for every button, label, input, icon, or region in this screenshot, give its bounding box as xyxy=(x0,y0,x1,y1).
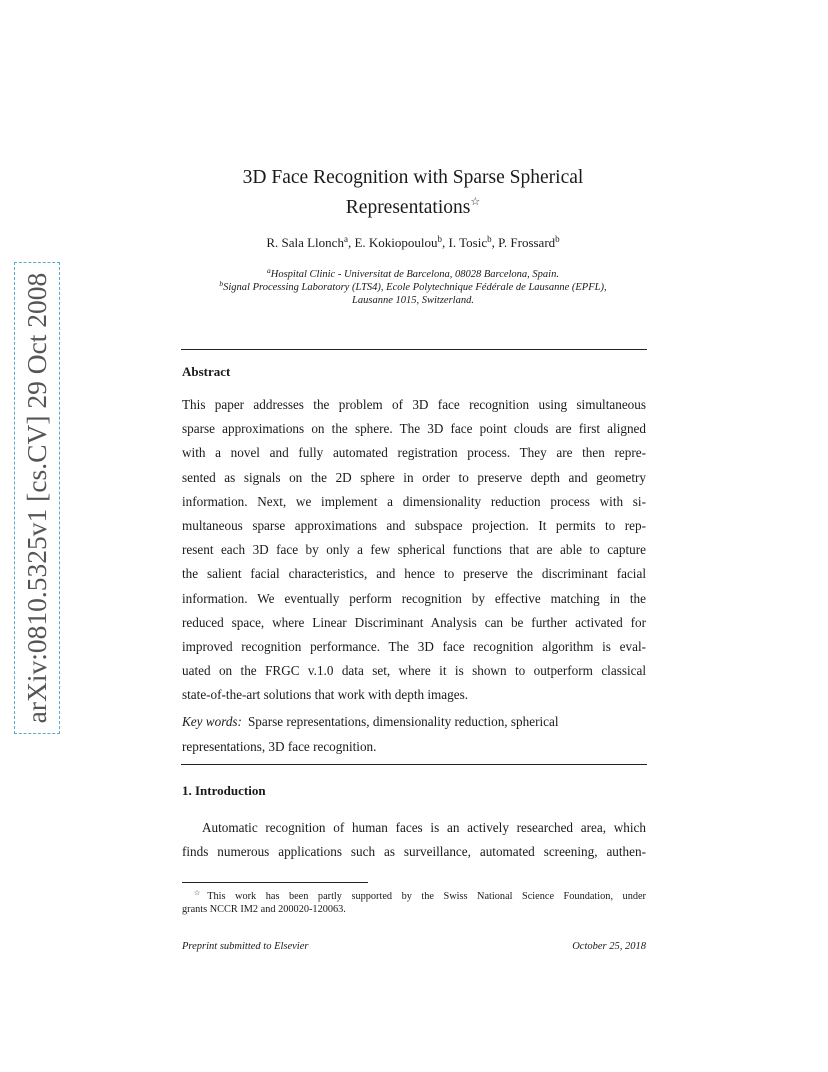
author-name: P. Frossard xyxy=(498,235,556,250)
title-footnote-mark[interactable]: ☆ xyxy=(470,196,481,208)
abstract-text xyxy=(182,393,646,707)
author-list xyxy=(180,234,646,251)
author-separator: , xyxy=(442,235,449,250)
abstract-line: improved recognition performance. The 3D face recognition algorithm is eval- xyxy=(182,638,646,654)
keywords-line-1: Sparse representations, dimensionality reduction, spherical xyxy=(247,714,559,729)
footnote-line-1 xyxy=(182,887,646,903)
arxiv-stamp xyxy=(14,262,60,734)
intro-line: Automatic recognition of human faces is an actively researched area, which xyxy=(202,820,646,835)
abstract-line: sented as signals on the 2D sphere in order to preserve depth and geometry xyxy=(182,469,646,485)
affiliation-b-text: Signal Processing Laboratory (LTS4), Ecole Polytechnique Fédérale de Lausanne (EPFL), xyxy=(223,282,607,293)
section-heading-introduction: 1. Introduction xyxy=(182,783,266,798)
affiliation-b xyxy=(170,277,656,307)
abstract-line: the salient facial characteristics, and hence to preserve the discriminant facial xyxy=(182,566,646,582)
footnote-line-2: grants NCCR IM2 and 200020-120063. xyxy=(182,904,346,915)
arxiv-identifier[interactable]: arXiv:0810.5325v1 [cs.CV] 29 Oct 2008 xyxy=(21,272,52,724)
preprint-note: Preprint submitted to Elsevier xyxy=(182,941,309,952)
title-line-1: 3D Face Recognition with Sparse Spherical xyxy=(242,167,584,188)
footnote-mark: ☆ xyxy=(194,889,208,897)
abstract-heading: Abstract xyxy=(182,364,231,379)
abstract-line: with a novel and fully automated registration process. They are then repre- xyxy=(182,445,646,461)
abstract-bottom-rule xyxy=(181,764,647,765)
abstract-line: resent each 3D face by only a few spherical functions that are able to capture xyxy=(182,542,646,558)
title-line-2: Representations xyxy=(345,197,471,218)
affiliation-b-mark: b xyxy=(219,279,224,288)
paper-title xyxy=(180,166,646,220)
keywords-line-2: representations, 3D face recognition. xyxy=(182,739,377,754)
abstract-line: This paper addresses the problem of 3D face recognition using simultaneous xyxy=(182,397,646,412)
affiliation-a-mark: a xyxy=(267,266,271,275)
footnote-text: This work has been partly supported by the Swiss National Science Foundation, under xyxy=(207,891,646,902)
author-affil-mark[interactable]: a xyxy=(343,234,348,244)
author-affil-mark[interactable]: b xyxy=(555,234,560,244)
keywords-label: Key words: xyxy=(182,714,242,729)
affiliation-a-text: Hospital Clinic - Universitat de Barcelona, 08028 Barcelona, Spain. xyxy=(270,269,559,280)
author-affil-mark[interactable]: b xyxy=(437,234,443,244)
abstract-line: state-of-the-art solutions that work with depth images. xyxy=(182,687,469,703)
abstract-top-rule xyxy=(181,349,647,350)
author-name: I. Tosic xyxy=(448,235,488,250)
abstract-line: information. We eventually perform recognition by effective matching in the xyxy=(182,590,646,606)
footnote-rule xyxy=(182,882,368,883)
abstract-line: uated on the FRGC v.1.0 data set, where it is shown to outperform classical xyxy=(182,663,646,679)
author-separator: , xyxy=(491,235,499,250)
abstract-line: multaneous sparse approximations and subspace projection. It permits to rep- xyxy=(182,517,646,533)
keywords xyxy=(182,709,646,759)
author-separator: , xyxy=(347,235,355,250)
intro-line: finds numerous applications such as surveillance, automated screening, authen- xyxy=(182,844,646,859)
footnote xyxy=(182,887,646,916)
introduction-text xyxy=(182,816,646,864)
abstract-line: information. Next, we implement a dimensionality reduction process with si- xyxy=(182,493,646,509)
author-name: R. Sala Llonch xyxy=(266,235,344,250)
affiliation-b-text-cont: Lausanne 1015, Switzerland. xyxy=(352,295,474,306)
abstract-line: reduced space, where Linear Discriminant Analysis can be further activated for xyxy=(182,614,646,630)
preprint-date: October 25, 2018 xyxy=(572,941,646,952)
author-affil-mark[interactable]: b xyxy=(487,234,492,244)
abstract-line: sparse approximations on the sphere. The 3D face point clouds are first aligned xyxy=(182,421,646,437)
author-name: E. Kokiopoulou xyxy=(354,235,438,250)
